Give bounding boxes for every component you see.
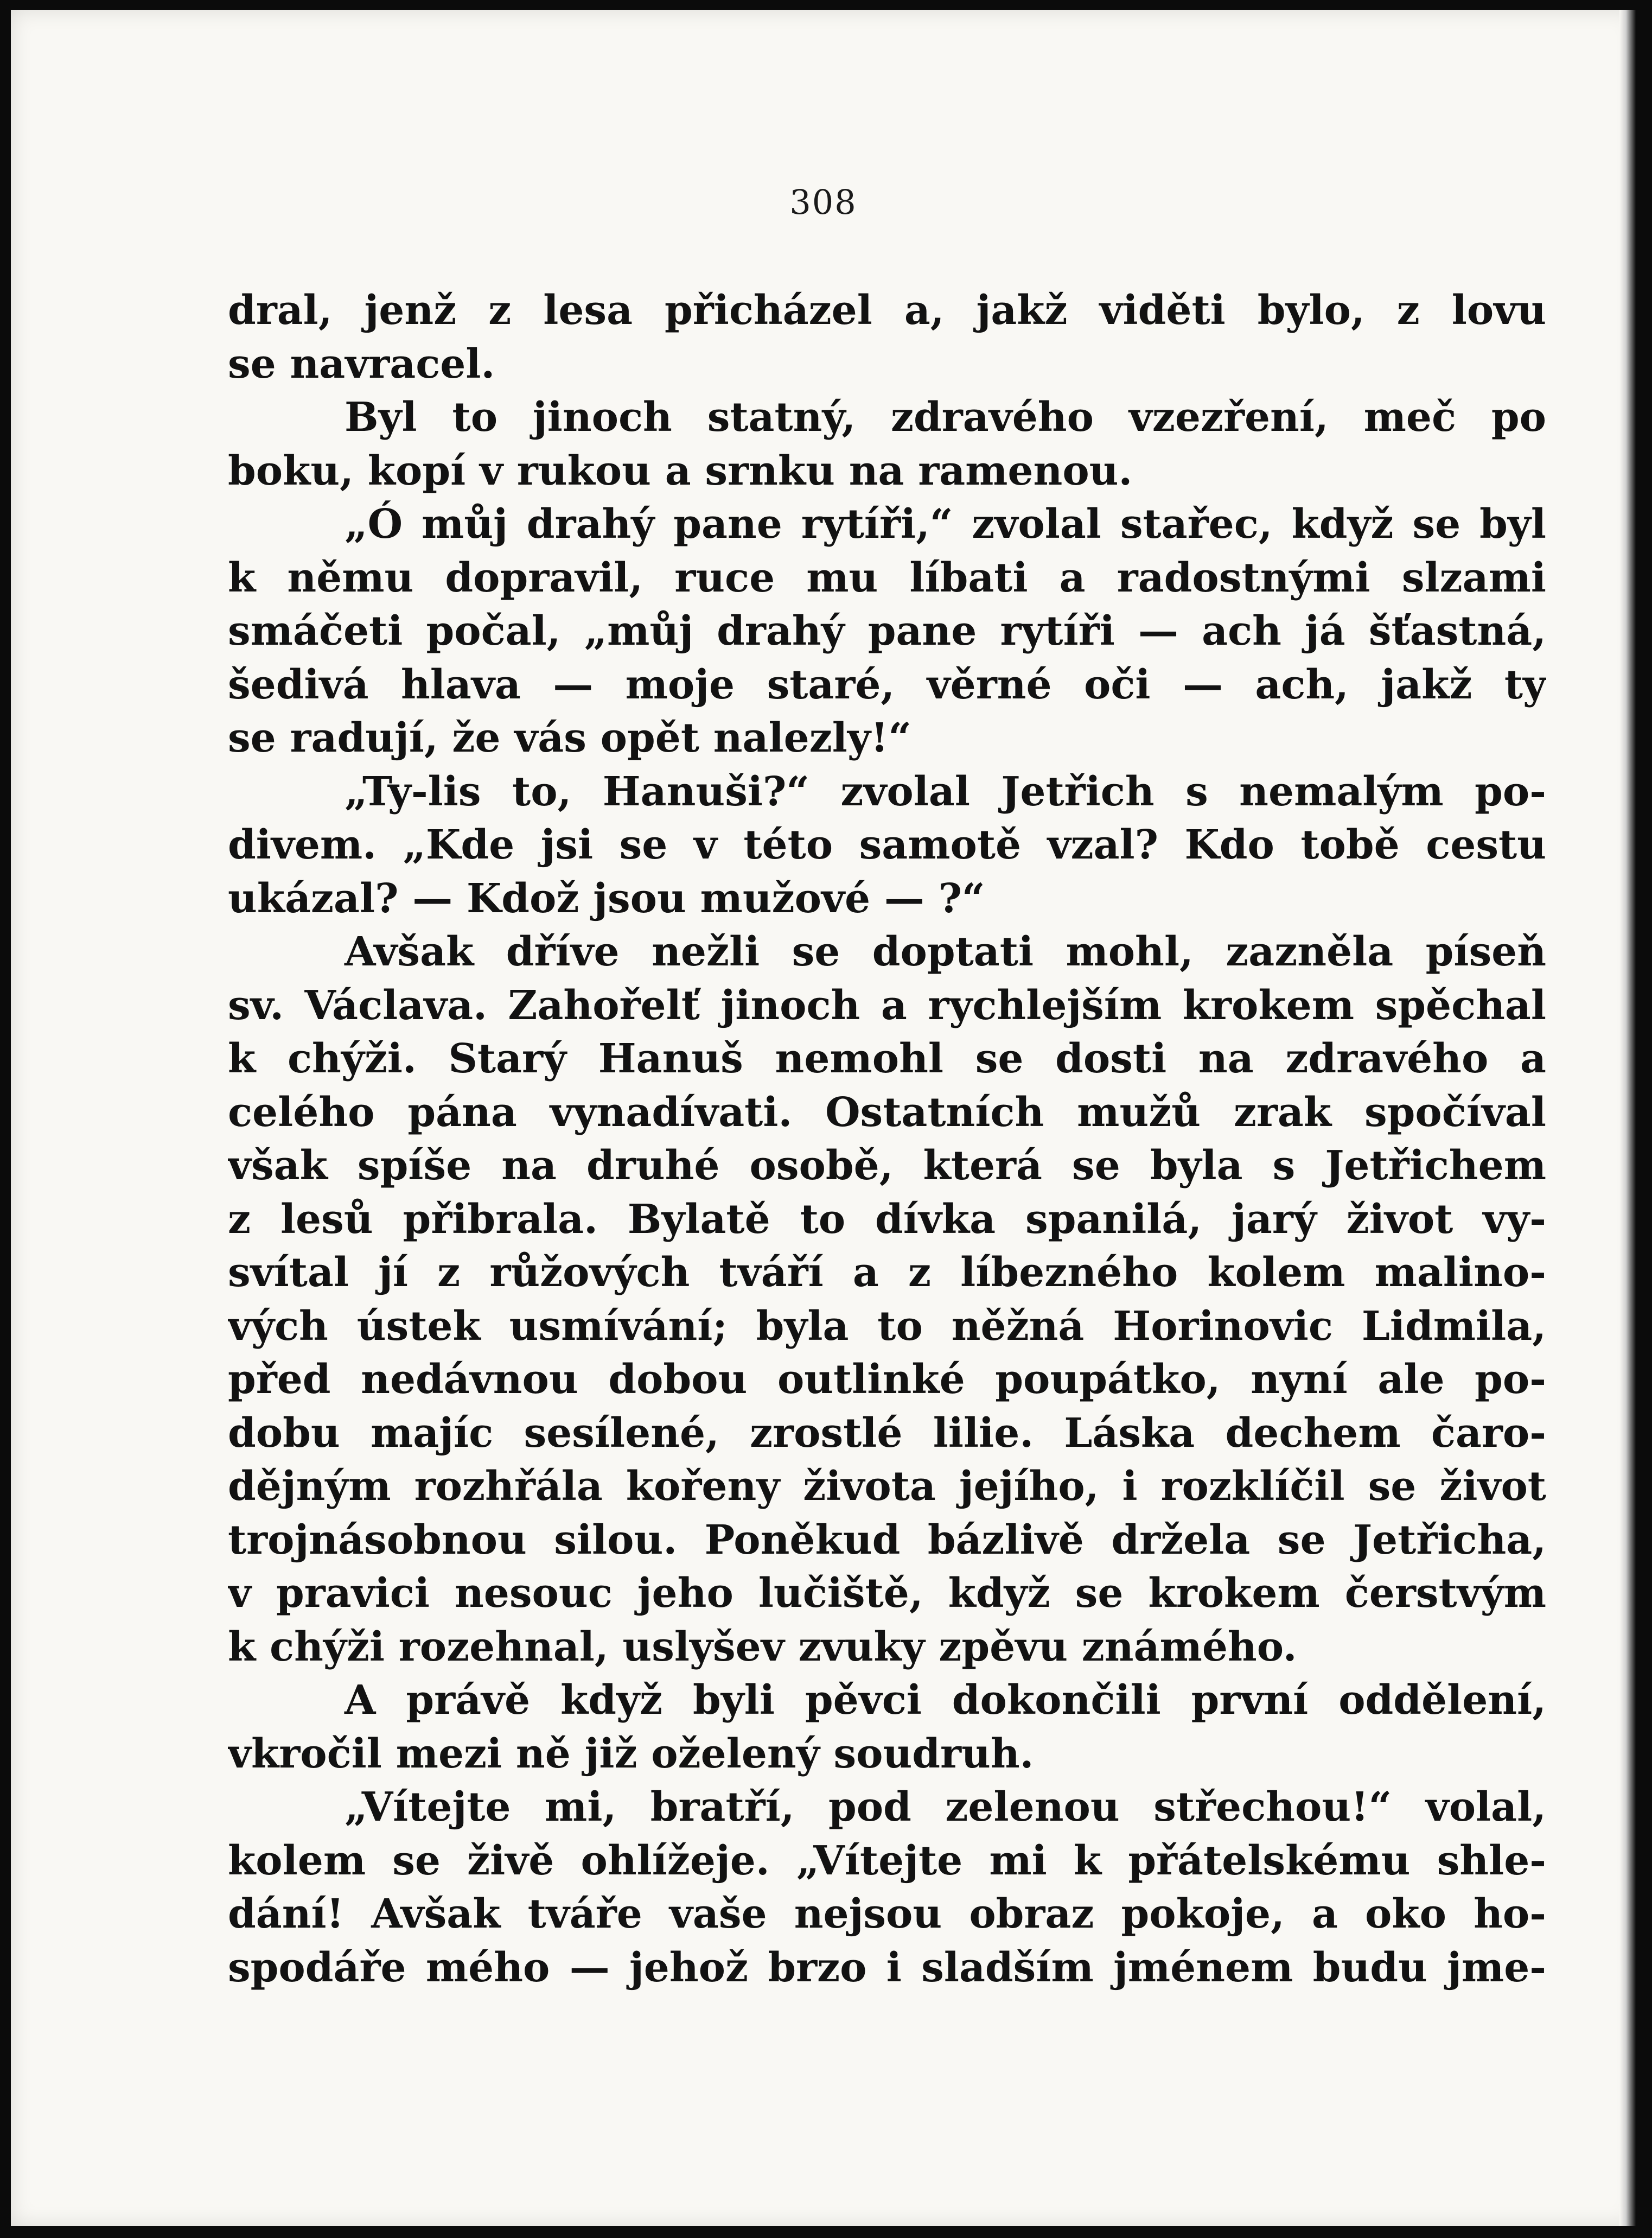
- body-text: [228, 284, 1546, 1994]
- text-line: smáčeti počal, „můj drahý pane rytíři — ach já šťastná,: [228, 608, 1546, 654]
- text-line: „Vítejte mi, bratří, pod zelenou střechou!“ volal,: [345, 1784, 1546, 1830]
- text-line: dějným rozhřála kořeny života jejího, i rozklíčil se život: [228, 1463, 1546, 1510]
- text-line: vkročil mezi ně již oželený soudruh.: [228, 1730, 1034, 1777]
- text-line: z lesů přibrala. Bylatě to dívka spanilá, jarý život vy-: [228, 1196, 1546, 1243]
- text-line: dobu majíc sesílené, zrostlé lilie. Láska dechem čaro-: [228, 1409, 1546, 1457]
- text-line: se radují, že vás opět nalezly!“: [228, 715, 911, 761]
- page-edge-shadow: [1619, 10, 1636, 2226]
- text-line: A právě když byli pěvci dokončili první oddělení,: [345, 1677, 1546, 1724]
- text-line: ukázal? — Kdož jsou mužové — ?“: [228, 875, 985, 922]
- text-line: k chýži. Starý Hanuš nemohl se dosti na zdravého a: [228, 1035, 1546, 1082]
- text-line: divem. „Kde jsi se v této samotě vzal? Kdo tobě cestu: [228, 822, 1546, 868]
- text-line: svítal jí z růžových tváří a z líbezného kolem malino-: [228, 1249, 1546, 1296]
- text-line: k chýži rozehnal, uslyšev zvuky zpěvu známého.: [228, 1623, 1297, 1670]
- page-number: 308: [789, 182, 857, 222]
- text-line: kolem se živě ohlížeje. „Vítejte mi k přátelskému shle-: [228, 1837, 1546, 1884]
- text-line: dání! Avšak tváře vaše nejsou obraz pokoje, a oko ho-: [228, 1891, 1546, 1937]
- text-line: spodáře mého — jehož brzo i sladším jménem budu jme-: [228, 1944, 1546, 1991]
- text-line: v pravici nesouc jeho lučiště, když se krokem čerstvým: [228, 1570, 1546, 1617]
- text-line: trojnásobnou silou. Poněkud bázlivě držela se Jetřicha,: [228, 1516, 1546, 1563]
- book-page: [11, 10, 1636, 2226]
- text-line: dral, jenž z lesa přicházel a, jakž viděti bylo, z lovu: [228, 287, 1546, 334]
- text-line: sv. Václava. Zahořelť jinoch a rychlejším krokem spěchal: [228, 982, 1546, 1029]
- text-line: celého pána vynadívati. Ostatních mužů zrak spočíval: [228, 1089, 1546, 1136]
- text-line: „Ó můj drahý pane rytíři,“ zvolal stařec, když se byl: [345, 501, 1546, 548]
- text-line: vých ústek usmívání; byla to něžná Horinovic Lidmila,: [228, 1302, 1546, 1350]
- text-line: před nedávnou dobou outlinké poupátko, nyní ale po-: [228, 1356, 1546, 1403]
- text-line: Avšak dříve nežli se doptati mohl, zazněla píseň: [345, 929, 1546, 975]
- text-line: Byl to jinoch statný, zdravého vzezření, meč po: [345, 394, 1546, 441]
- text-line: šedivá hlava — moje staré, věrné oči — ach, jakž ty: [228, 661, 1546, 708]
- text-line: k němu dopravil, ruce mu líbati a radostnými slzami: [228, 554, 1546, 601]
- text-line: se navracel.: [228, 340, 495, 387]
- text-line: „Ty-lis to, Hanuši?“ zvolal Jetřich s nemalým po-: [345, 768, 1546, 815]
- text-line: boku, kopí v rukou a srnku na ramenou.: [228, 447, 1133, 494]
- text-line: však spíše na druhé osobě, která se byla s Jetřichem: [228, 1142, 1546, 1189]
